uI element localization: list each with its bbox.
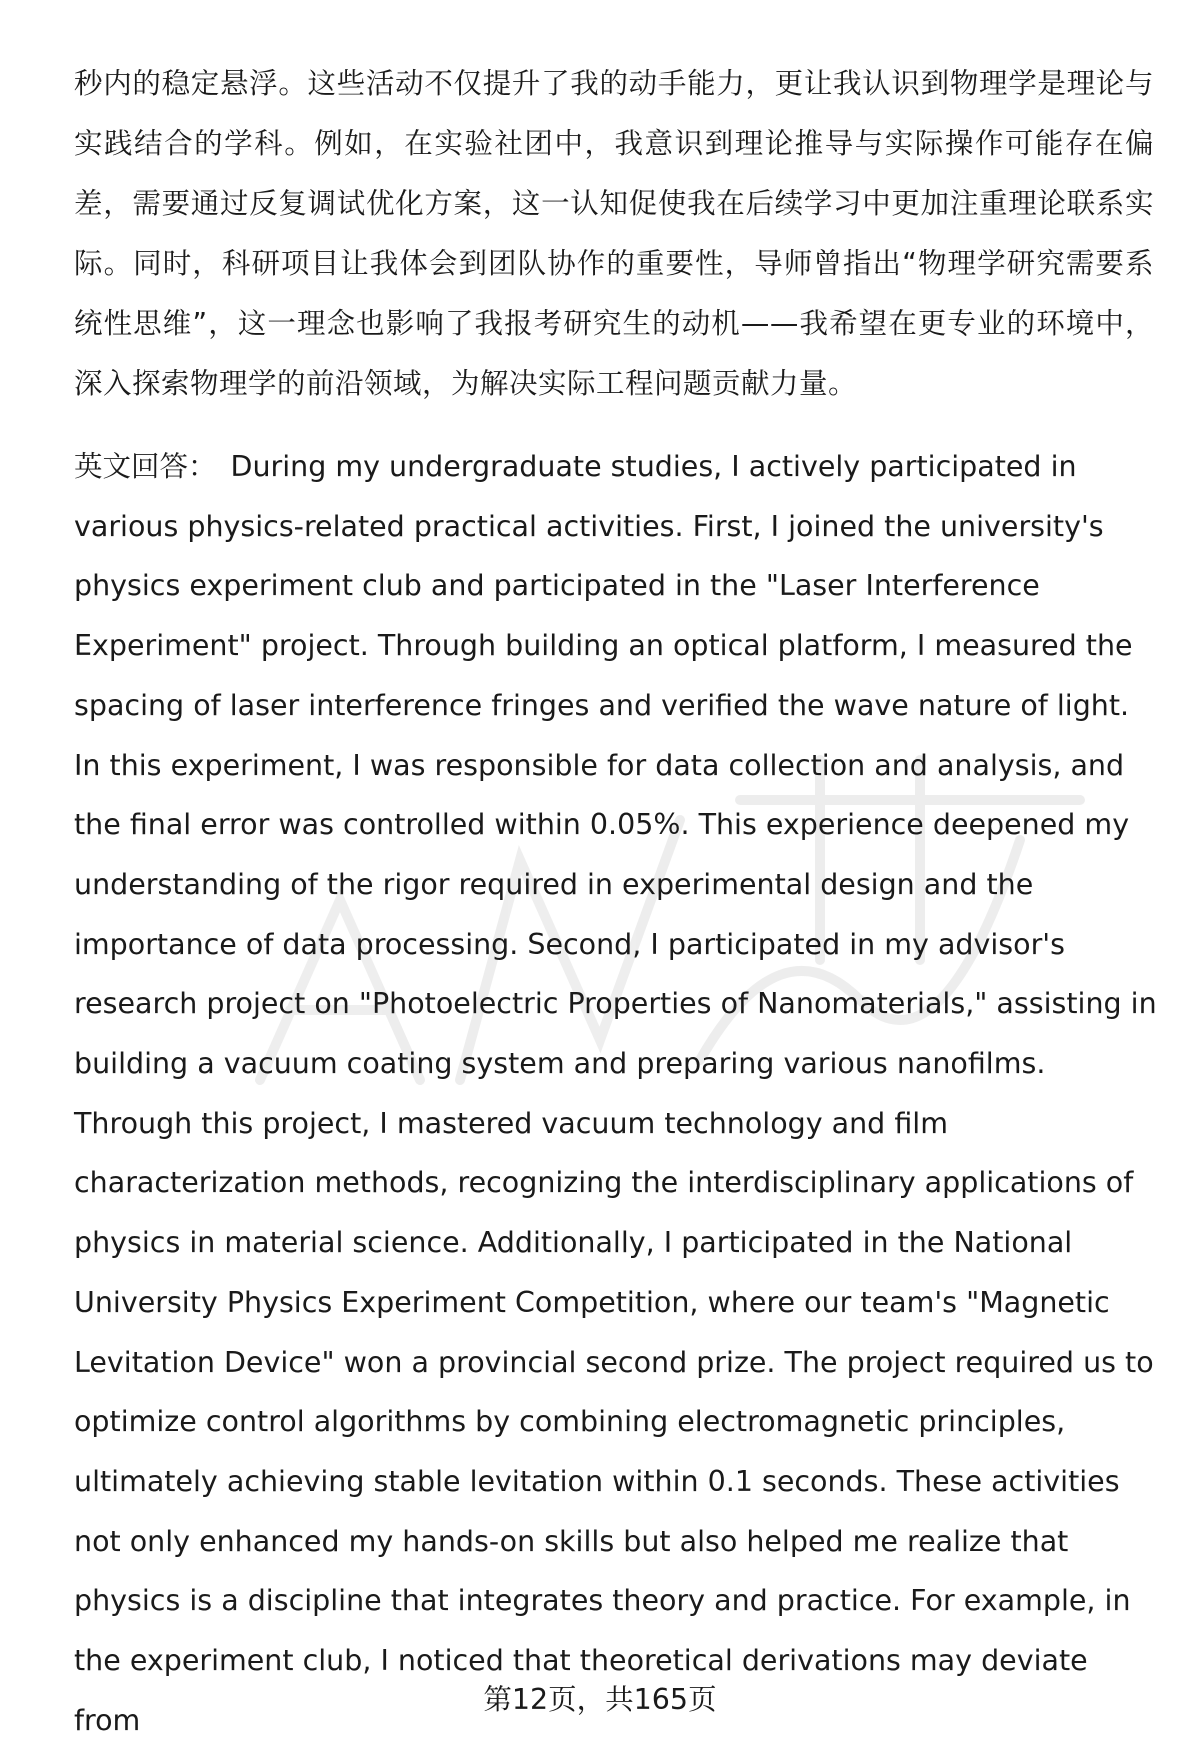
english-answer-label: 英文回答： <box>74 450 217 483</box>
page-number-footer: 第12页，共165页 <box>483 1683 717 1716</box>
english-answer-paragraph <box>74 437 1159 1750</box>
english-answer-text: During my undergraduate studies, I actively participated in various physics-related practical activities. First, I joined the university's physics experiment club and participated in the "Laser Interference Experiment" project. Through building an optical platform, I measured the spacing of laser interference fringes and verified the wave nature of light. In this experiment, I was responsible for data collection and analysis, and the final error was controlled within 0.05%. This experience deepened my understanding of the rigor required in experimental design and the importance of data processing. Second, I participated in my advisor's research project on "Photoelectric Properties of Nanomaterials," assisting in building a vacuum coating system and preparing various nanofilms. Through this project, I mastered vacuum technology and film characterization methods, recognizing the interdisciplinary applications of physics in material science. Additionally, I participated in the National University Physics Experiment Competition, where our team's "Magnetic Levitation Device" won a provincial second prize. The project required us to optimize control algorithms by combining electromagnetic principles, ultimately achieving stable levitation within 0.1 seconds. These activities not only enhanced my hands-on skills but also helped me realize that physics is a discipline that integrates theory and practice. For example, in the experiment club, I noticed that theoretical derivations may deviate from <box>74 450 1157 1737</box>
chinese-answer-paragraph: 秒内的稳定悬浮。这些活动不仅提升了我的动手能力，更让我认识到物理学是理论与实践结合的学科。例如，在实验社团中，我意识到理论推导与实际操作可能存在偏差，需要通过反复调试优化方案，这一认知促使我在后续学习中更加注重理论联系实际。同时，科研项目让我体会到团队协作的重要性，导师曾指出“物理学研究需要系统性思维”，这一理念也影响了我报考研究生的动机——我希望在更专业的环境中，深入探索物理学的前沿领域，为解决实际工程问题贡献力量。 <box>74 67 1154 400</box>
